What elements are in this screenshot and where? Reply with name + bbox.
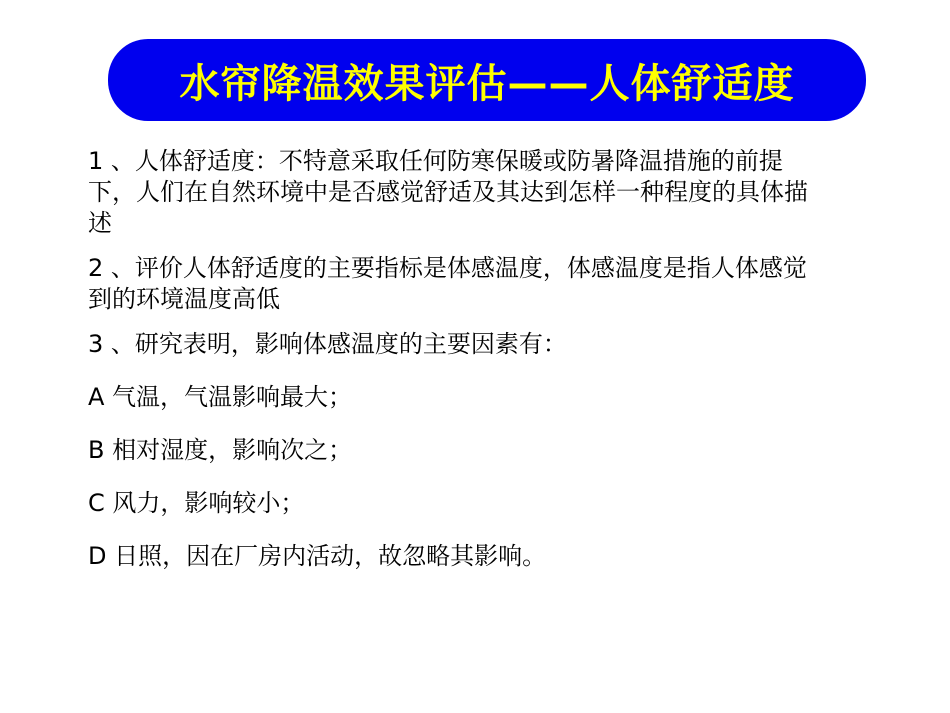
- paragraph-definition: 1 、人体舒适度：不特意采取任何防寒保暖或防暑降温措施的前提下，人们在自然环境中是否感觉舒适及其达到怎样一种程度的具体描述: [88, 147, 808, 237]
- paragraph-factors-intro: 3 、研究表明，影响体感温度的主要因素有：: [88, 330, 567, 358]
- factor-item-a: A 气温，气温影响最大；: [88, 383, 353, 411]
- slide-title: 水帘降温效果评估——人体舒适度: [179, 60, 795, 107]
- slide-body: [88, 146, 828, 594]
- title-banner: [108, 39, 866, 121]
- factor-item-c: C 风力，影响较小；: [88, 489, 305, 517]
- factor-item-d: D 日照，因在厂房内活动，故忽略其影响。: [88, 542, 547, 570]
- factor-item-b: B 相对湿度，影响次之；: [88, 436, 353, 464]
- paragraph-indicator: 2 、评价人体舒适度的主要指标是体感温度，体感温度是指人体感觉到的环境温度高低: [88, 254, 807, 313]
